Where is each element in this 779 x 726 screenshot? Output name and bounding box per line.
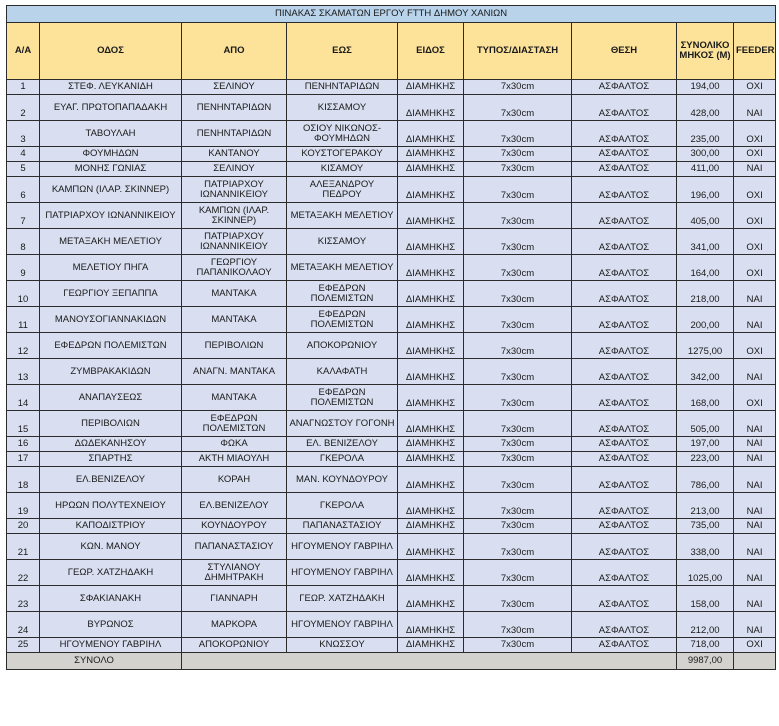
cell-eos: ΚΑΛΑΦΑΤΗ	[287, 359, 398, 385]
cell-aa: 23	[7, 586, 40, 612]
cell-eidos: ΔΙΑΜΗΚΗΣ	[398, 147, 464, 162]
cell-odos: ΕΛ.ΒΕΝΙΖΕΛΟΥ	[40, 467, 182, 493]
cell-typos: 7x30cm	[464, 411, 572, 437]
cell-apo: ΕΛ.ΒΕΝΙΖΕΛΟΥ	[182, 493, 287, 519]
cell-mikos: 194,00	[677, 80, 734, 95]
cell-eos: ΗΓΟΥΜΕΝΟΥ ΓΑΒΡΙΗΛ	[287, 560, 398, 586]
table-row	[7, 385, 776, 411]
cell-eos: ΚΙΣΑΜΟΥ	[287, 162, 398, 177]
cell-aa: 7	[7, 203, 40, 229]
cell-thesi: ΑΣΦΑΛΤΟΣ	[572, 385, 677, 411]
cell-eidos: ΔΙΑΜΗΚΗΣ	[398, 452, 464, 467]
cell-thesi: ΑΣΦΑΛΤΟΣ	[572, 437, 677, 452]
cell-eidos: ΔΙΑΜΗΚΗΣ	[398, 493, 464, 519]
cell-eos: ΓΚΕΡΟΛΑ	[287, 452, 398, 467]
cell-feeder: ΟΧΙ	[734, 385, 776, 411]
cell-aa: 11	[7, 307, 40, 333]
cell-mikos: 342,00	[677, 359, 734, 385]
cell-eos: ΓΚΕΡΟΛΑ	[287, 493, 398, 519]
cell-apo: ΑΚΤΗ ΜΙΑΟΥΛΗ	[182, 452, 287, 467]
table-row	[7, 203, 776, 229]
table-row	[7, 359, 776, 385]
cell-aa: 25	[7, 638, 40, 653]
cell-thesi: ΑΣΦΑΛΤΟΣ	[572, 95, 677, 121]
cell-odos: ΓΕΩΡΓΙΟΥ ΞΕΠΑΠΠΑ	[40, 281, 182, 307]
cell-eos: ΠΕΝΗΝΤΑΡΙΔΩΝ	[287, 80, 398, 95]
cell-mikos: 786,00	[677, 467, 734, 493]
cell-mikos: 411,00	[677, 162, 734, 177]
total-row	[7, 653, 776, 670]
table-row	[7, 162, 776, 177]
cell-typos: 7x30cm	[464, 437, 572, 452]
cell-apo: ΦΩΚΑ	[182, 437, 287, 452]
cell-eos: ΜΑΝ. ΚΟΥΝΔΟΥΡΟΥ	[287, 467, 398, 493]
cell-eos: ΜΕΤΑΞΑΚΗ ΜΕΛΕΤΙΟΥ	[287, 203, 398, 229]
cell-eos: ΑΛΕΞΑΝΔΡΟΥ ΠΕΔΡΟΥ	[287, 177, 398, 203]
cell-thesi: ΑΣΦΑΛΤΟΣ	[572, 560, 677, 586]
cell-feeder: ΝΑΙ	[734, 359, 776, 385]
cell-odos: ΣΤΕΦ. ΛΕΥΚΑΝΙΔΗ	[40, 80, 182, 95]
cell-thesi: ΑΣΦΑΛΤΟΣ	[572, 177, 677, 203]
header-typos: ΤΥΠΟΣ/ΔΙΑΣΤΑΣΗ	[464, 23, 572, 80]
total-value: 9987,00	[677, 653, 734, 670]
cell-eos: ΑΠΟΚΟΡΩΝΙΟΥ	[287, 333, 398, 359]
cell-eidos: ΔΙΑΜΗΚΗΣ	[398, 333, 464, 359]
cell-apo: ΚΑΜΠΩΝ (ΙΛΑΡ. ΣΚΙΝΝΕΡ)	[182, 203, 287, 229]
cell-typos: 7x30cm	[464, 452, 572, 467]
cell-apo: ΚΑΝΤΑΝΟΥ	[182, 147, 287, 162]
cell-eidos: ΔΙΑΜΗΚΗΣ	[398, 203, 464, 229]
cell-mikos: 168,00	[677, 385, 734, 411]
cell-feeder: ΟΧΙ	[734, 255, 776, 281]
cell-feeder: ΝΑΙ	[734, 467, 776, 493]
cell-apo: ΚΟΥΝΔΟΥΡΟΥ	[182, 519, 287, 534]
cell-eidos: ΔΙΑΜΗΚΗΣ	[398, 177, 464, 203]
cell-apo: ΣΕΛΙΝΟΥ	[182, 80, 287, 95]
cell-feeder: ΝΑΙ	[734, 612, 776, 638]
header-feeder: FEEDER	[734, 23, 776, 80]
cell-thesi: ΑΣΦΑΛΤΟΣ	[572, 255, 677, 281]
cell-apo: ΠΕΝΗΝΤΑΡΙΔΩΝ	[182, 95, 287, 121]
cell-typos: 7x30cm	[464, 560, 572, 586]
cell-apo: ΠΑΤΡΙΑΡΧΟΥ ΙΩΝΑΝΝΙΚΕΙΟΥ	[182, 229, 287, 255]
cell-feeder: ΟΧΙ	[734, 147, 776, 162]
cell-mikos: 718,00	[677, 638, 734, 653]
cell-feeder: ΝΑΙ	[734, 281, 776, 307]
table-row	[7, 411, 776, 437]
cell-odos: ΦΟΥΜΗΔΩΝ	[40, 147, 182, 162]
cell-eos: ΓΕΩΡ. ΧΑΤΖΗΔΑΚΗ	[287, 586, 398, 612]
table-row	[7, 333, 776, 359]
cell-typos: 7x30cm	[464, 147, 572, 162]
cell-aa: 13	[7, 359, 40, 385]
cell-aa: 22	[7, 560, 40, 586]
cell-mikos: 505,00	[677, 411, 734, 437]
cell-mikos: 164,00	[677, 255, 734, 281]
cell-mikos: 212,00	[677, 612, 734, 638]
cell-thesi: ΑΣΦΑΛΤΟΣ	[572, 452, 677, 467]
cell-apo: ΠΑΠΑΝΑΣΤΑΣΙΟΥ	[182, 534, 287, 560]
excavation-table	[6, 5, 776, 670]
cell-thesi: ΑΣΦΑΛΤΟΣ	[572, 586, 677, 612]
cell-feeder: ΝΑΙ	[734, 162, 776, 177]
cell-odos: ΠΕΡΙΒΟΛΙΩΝ	[40, 411, 182, 437]
table-row	[7, 586, 776, 612]
table-title: ΠΙΝΑΚΑΣ ΣΚΑΜΑΤΩΝ ΕΡΓΟΥ FTTH ΔΗΜΟΥ ΧΑΝΙΩΝ	[7, 6, 776, 23]
cell-thesi: ΑΣΦΑΛΤΟΣ	[572, 281, 677, 307]
cell-apo: ΜΑΝΤΑΚΑ	[182, 281, 287, 307]
cell-aa: 19	[7, 493, 40, 519]
cell-aa: 15	[7, 411, 40, 437]
cell-odos: ΒΥΡΩΝΟΣ	[40, 612, 182, 638]
cell-typos: 7x30cm	[464, 333, 572, 359]
header-aa: Α/Α	[7, 23, 40, 80]
cell-odos: ΜΑΝΟΥΣΟΓΙΑΝΝΑΚΙΔΩΝ	[40, 307, 182, 333]
table-row	[7, 560, 776, 586]
cell-eidos: ΔΙΑΜΗΚΗΣ	[398, 359, 464, 385]
cell-thesi: ΑΣΦΑΛΤΟΣ	[572, 467, 677, 493]
cell-typos: 7x30cm	[464, 519, 572, 534]
table-row	[7, 638, 776, 653]
cell-feeder: ΟΧΙ	[734, 638, 776, 653]
cell-odos: ΠΑΤΡΙΑΡΧΟΥ ΙΩΝΑΝΝΙΚΕΙΟΥ	[40, 203, 182, 229]
cell-mikos: 338,00	[677, 534, 734, 560]
cell-aa: 3	[7, 121, 40, 147]
table-row	[7, 80, 776, 95]
cell-typos: 7x30cm	[464, 229, 572, 255]
cell-thesi: ΑΣΦΑΛΤΟΣ	[572, 307, 677, 333]
cell-eos: ΚΝΩΣΣΟΥ	[287, 638, 398, 653]
cell-odos: ΚΑΜΠΩΝ (ΙΛΑΡ. ΣΚΙΝΝΕΡ)	[40, 177, 182, 203]
cell-thesi: ΑΣΦΑΛΤΟΣ	[572, 203, 677, 229]
cell-eos: ΕΦΕΔΡΩΝ ΠΟΛΕΜΙΣΤΩΝ	[287, 307, 398, 333]
total-label: ΣΥΝΟΛΟ	[7, 653, 182, 670]
cell-typos: 7x30cm	[464, 255, 572, 281]
cell-aa: 2	[7, 95, 40, 121]
cell-aa: 12	[7, 333, 40, 359]
cell-typos: 7x30cm	[464, 203, 572, 229]
cell-typos: 7x30cm	[464, 307, 572, 333]
cell-typos: 7x30cm	[464, 95, 572, 121]
cell-eos: ΕΦΕΔΡΩΝ ΠΟΛΕΜΙΣΤΩΝ	[287, 281, 398, 307]
cell-odos: ΜΕΤΑΞΑΚΗ ΜΕΛΕΤΙΟΥ	[40, 229, 182, 255]
cell-thesi: ΑΣΦΑΛΤΟΣ	[572, 493, 677, 519]
table-row	[7, 452, 776, 467]
cell-aa: 18	[7, 467, 40, 493]
cell-thesi: ΑΣΦΑΛΤΟΣ	[572, 411, 677, 437]
cell-feeder: ΟΧΙ	[734, 80, 776, 95]
cell-odos: ΕΥΑΓ. ΠΡΩΤΟΠΑΠΑΔΑΚΗ	[40, 95, 182, 121]
cell-feeder: ΝΑΙ	[734, 534, 776, 560]
cell-mikos: 235,00	[677, 121, 734, 147]
cell-typos: 7x30cm	[464, 638, 572, 653]
cell-eidos: ΔΙΑΜΗΚΗΣ	[398, 281, 464, 307]
cell-apo: ΜΑΝΤΑΚΑ	[182, 385, 287, 411]
cell-mikos: 196,00	[677, 177, 734, 203]
header-mikos: ΣΥΝΟΛΙΚΟ ΜΗΚΟΣ (Μ)	[677, 23, 734, 80]
cell-thesi: ΑΣΦΑΛΤΟΣ	[572, 333, 677, 359]
cell-thesi: ΑΣΦΑΛΤΟΣ	[572, 147, 677, 162]
header-eos: ΕΩΣ	[287, 23, 398, 80]
cell-eidos: ΔΙΑΜΗΚΗΣ	[398, 307, 464, 333]
cell-apo: ΠΕΡΙΒΟΛΙΩΝ	[182, 333, 287, 359]
cell-aa: 8	[7, 229, 40, 255]
cell-apo: ΜΑΝΤΑΚΑ	[182, 307, 287, 333]
table-row	[7, 534, 776, 560]
cell-aa: 20	[7, 519, 40, 534]
table-row	[7, 519, 776, 534]
cell-typos: 7x30cm	[464, 385, 572, 411]
cell-apo: ΠΕΝΗΝΤΑΡΙΔΩΝ	[182, 121, 287, 147]
cell-eos: ΕΦΕΔΡΩΝ ΠΟΛΕΜΙΣΤΩΝ	[287, 385, 398, 411]
cell-thesi: ΑΣΦΑΛΤΟΣ	[572, 229, 677, 255]
cell-apo: ΠΑΤΡΙΑΡΧΟΥ ΙΩΝΑΝΝΙΚΕΙΟΥ	[182, 177, 287, 203]
cell-feeder: ΝΑΙ	[734, 307, 776, 333]
cell-eidos: ΔΙΑΜΗΚΗΣ	[398, 255, 464, 281]
cell-eidos: ΔΙΑΜΗΚΗΣ	[398, 95, 464, 121]
cell-aa: 16	[7, 437, 40, 452]
cell-apo: ΚΟΡΑΗ	[182, 467, 287, 493]
cell-aa: 24	[7, 612, 40, 638]
cell-odos: ΚΩΝ. ΜΑΝΟΥ	[40, 534, 182, 560]
cell-eos: ΠΑΠΑΝΑΣΤΑΣΙΟΥ	[287, 519, 398, 534]
cell-eidos: ΔΙΑΜΗΚΗΣ	[398, 411, 464, 437]
cell-eidos: ΔΙΑΜΗΚΗΣ	[398, 437, 464, 452]
cell-mikos: 341,00	[677, 229, 734, 255]
cell-aa: 9	[7, 255, 40, 281]
cell-aa: 14	[7, 385, 40, 411]
cell-eidos: ΔΙΑΜΗΚΗΣ	[398, 80, 464, 95]
table-row	[7, 437, 776, 452]
table-row	[7, 493, 776, 519]
cell-feeder: ΟΧΙ	[734, 203, 776, 229]
cell-odos: ΤΑΒΟΥΛΑΗ	[40, 121, 182, 147]
cell-typos: 7x30cm	[464, 586, 572, 612]
table-row	[7, 255, 776, 281]
cell-eidos: ΔΙΑΜΗΚΗΣ	[398, 467, 464, 493]
cell-eidos: ΔΙΑΜΗΚΗΣ	[398, 586, 464, 612]
header-eidos: ΕΙΔΟΣ	[398, 23, 464, 80]
cell-aa: 4	[7, 147, 40, 162]
cell-eos: ΗΓΟΥΜΕΝΟΥ ΓΑΒΡΙΗΛ	[287, 612, 398, 638]
cell-feeder: ΝΑΙ	[734, 95, 776, 121]
cell-feeder: ΟΧΙ	[734, 229, 776, 255]
cell-mikos: 405,00	[677, 203, 734, 229]
header-odos: ΟΔΟΣ	[40, 23, 182, 80]
cell-eidos: ΔΙΑΜΗΚΗΣ	[398, 534, 464, 560]
cell-typos: 7x30cm	[464, 359, 572, 385]
cell-apo: ΑΝΑΓΝ. ΜΑΝΤΑΚΑ	[182, 359, 287, 385]
table-row	[7, 281, 776, 307]
cell-eidos: ΔΙΑΜΗΚΗΣ	[398, 612, 464, 638]
cell-mikos: 1275,00	[677, 333, 734, 359]
cell-odos: ΣΦΑΚΙΑΝΑΚΗ	[40, 586, 182, 612]
table-row	[7, 467, 776, 493]
cell-feeder: ΝΑΙ	[734, 493, 776, 519]
cell-eidos: ΔΙΑΜΗΚΗΣ	[398, 560, 464, 586]
cell-aa: 5	[7, 162, 40, 177]
cell-thesi: ΑΣΦΑΛΤΟΣ	[572, 162, 677, 177]
cell-eidos: ΔΙΑΜΗΚΗΣ	[398, 162, 464, 177]
cell-thesi: ΑΣΦΑΛΤΟΣ	[572, 534, 677, 560]
cell-eos: ΕΛ. ΒΕΝΙΖΕΛΟΥ	[287, 437, 398, 452]
cell-mikos: 200,00	[677, 307, 734, 333]
cell-feeder: ΝΑΙ	[734, 586, 776, 612]
cell-typos: 7x30cm	[464, 612, 572, 638]
table-row	[7, 147, 776, 162]
cell-eidos: ΔΙΑΜΗΚΗΣ	[398, 229, 464, 255]
cell-feeder: ΟΧΙ	[734, 333, 776, 359]
cell-apo: ΣΕΛΙΝΟΥ	[182, 162, 287, 177]
cell-aa: 17	[7, 452, 40, 467]
cell-feeder: ΝΑΙ	[734, 411, 776, 437]
cell-thesi: ΑΣΦΑΛΤΟΣ	[572, 359, 677, 385]
cell-typos: 7x30cm	[464, 80, 572, 95]
cell-apo: ΑΠΟΚΟΡΩΝΙΟΥ	[182, 638, 287, 653]
cell-eos: ΑΝΑΓΝΩΣΤΟΥ ΓΟΓΟΝΗ	[287, 411, 398, 437]
header-row	[7, 23, 776, 80]
cell-typos: 7x30cm	[464, 281, 572, 307]
cell-aa: 6	[7, 177, 40, 203]
cell-feeder: ΝΑΙ	[734, 452, 776, 467]
cell-apo: ΕΦΕΔΡΩΝ ΠΟΛΕΜΙΣΤΩΝ	[182, 411, 287, 437]
total-feeder-empty	[734, 653, 776, 670]
cell-apo: ΓΕΩΡΓΙΟΥ ΠΑΠΑΝΙΚΟΛΑΟΥ	[182, 255, 287, 281]
cell-mikos: 158,00	[677, 586, 734, 612]
table-row	[7, 229, 776, 255]
header-apo: ΑΠΟ	[182, 23, 287, 80]
cell-odos: ΜΟΝΗΣ ΓΩΝΙΑΣ	[40, 162, 182, 177]
cell-eos: ΚΙΣΣΑΜΟΥ	[287, 95, 398, 121]
cell-odos: ΔΩΔΕΚΑΝΗΣΟΥ	[40, 437, 182, 452]
cell-mikos: 300,00	[677, 147, 734, 162]
cell-feeder: ΝΑΙ	[734, 560, 776, 586]
table-body	[7, 80, 776, 653]
cell-odos: ΗΓΟΥΜΕΝΟΥ ΓΑΒΡΙΗΛ	[40, 638, 182, 653]
cell-typos: 7x30cm	[464, 177, 572, 203]
table-row	[7, 307, 776, 333]
cell-mikos: 218,00	[677, 281, 734, 307]
cell-eidos: ΔΙΑΜΗΚΗΣ	[398, 519, 464, 534]
cell-mikos: 735,00	[677, 519, 734, 534]
cell-eos: ΚΟΥΣΤΟΓΕΡΑΚΟΥ	[287, 147, 398, 162]
cell-typos: 7x30cm	[464, 467, 572, 493]
table-row	[7, 121, 776, 147]
cell-feeder: ΟΧΙ	[734, 121, 776, 147]
cell-eidos: ΔΙΑΜΗΚΗΣ	[398, 385, 464, 411]
cell-eos: ΚΙΣΣΑΜΟΥ	[287, 229, 398, 255]
cell-thesi: ΑΣΦΑΛΤΟΣ	[572, 80, 677, 95]
cell-eos: ΟΣΙΟΥ ΝΙΚΩΝΟΣ-ΦΟΥΜΗΔΩΝ	[287, 121, 398, 147]
cell-odos: ΣΠΑΡΤΗΣ	[40, 452, 182, 467]
cell-eidos: ΔΙΑΜΗΚΗΣ	[398, 121, 464, 147]
cell-thesi: ΑΣΦΑΛΤΟΣ	[572, 519, 677, 534]
cell-thesi: ΑΣΦΑΛΤΟΣ	[572, 612, 677, 638]
cell-odos: ΕΦΕΔΡΩΝ ΠΟΛΕΜΙΣΤΩΝ	[40, 333, 182, 359]
cell-odos: ΓΕΩΡ. ΧΑΤΖΗΔΑΚΗ	[40, 560, 182, 586]
cell-odos: ΗΡΩΩΝ ΠΟΛΥΤΕΧΝΕΙΟΥ	[40, 493, 182, 519]
title-row	[7, 6, 776, 23]
cell-feeder: ΟΧΙ	[734, 177, 776, 203]
cell-eos: ΗΓΟΥΜΕΝΟΥ ΓΑΒΡΙΗΛ	[287, 534, 398, 560]
table-row	[7, 612, 776, 638]
table-row	[7, 177, 776, 203]
cell-apo: ΓΙΑΝΝΑΡΗ	[182, 586, 287, 612]
cell-odos: ΜΕΛΕΤΙΟΥ ΠΗΓΑ	[40, 255, 182, 281]
cell-mikos: 223,00	[677, 452, 734, 467]
cell-thesi: ΑΣΦΑΛΤΟΣ	[572, 638, 677, 653]
cell-thesi: ΑΣΦΑΛΤΟΣ	[572, 121, 677, 147]
cell-apo: ΣΤΥΛΙΑΝΟΥ ΔΗΜΗΤΡΑΚΗ	[182, 560, 287, 586]
cell-apo: ΜΑΡΚΟΡΑ	[182, 612, 287, 638]
cell-typos: 7x30cm	[464, 121, 572, 147]
cell-typos: 7x30cm	[464, 534, 572, 560]
cell-aa: 21	[7, 534, 40, 560]
cell-aa: 1	[7, 80, 40, 95]
table-row	[7, 95, 776, 121]
total-spacer	[182, 653, 677, 670]
cell-aa: 10	[7, 281, 40, 307]
cell-feeder: ΝΑΙ	[734, 519, 776, 534]
cell-odos: ΖΥΜΒΡΑΚΑΚΙΔΩΝ	[40, 359, 182, 385]
cell-mikos: 428,00	[677, 95, 734, 121]
cell-mikos: 197,00	[677, 437, 734, 452]
cell-typos: 7x30cm	[464, 162, 572, 177]
cell-odos: ΑΝΑΠΑΥΣΕΩΣ	[40, 385, 182, 411]
cell-typos: 7x30cm	[464, 493, 572, 519]
cell-odos: ΚΑΠΟΔΙΣΤΡΙΟΥ	[40, 519, 182, 534]
cell-mikos: 213,00	[677, 493, 734, 519]
cell-eos: ΜΕΤΑΞΑΚΗ ΜΕΛΕΤΙΟΥ	[287, 255, 398, 281]
header-thesi: ΘΕΣΗ	[572, 23, 677, 80]
cell-mikos: 1025,00	[677, 560, 734, 586]
cell-eidos: ΔΙΑΜΗΚΗΣ	[398, 638, 464, 653]
cell-feeder: ΝΑΙ	[734, 437, 776, 452]
